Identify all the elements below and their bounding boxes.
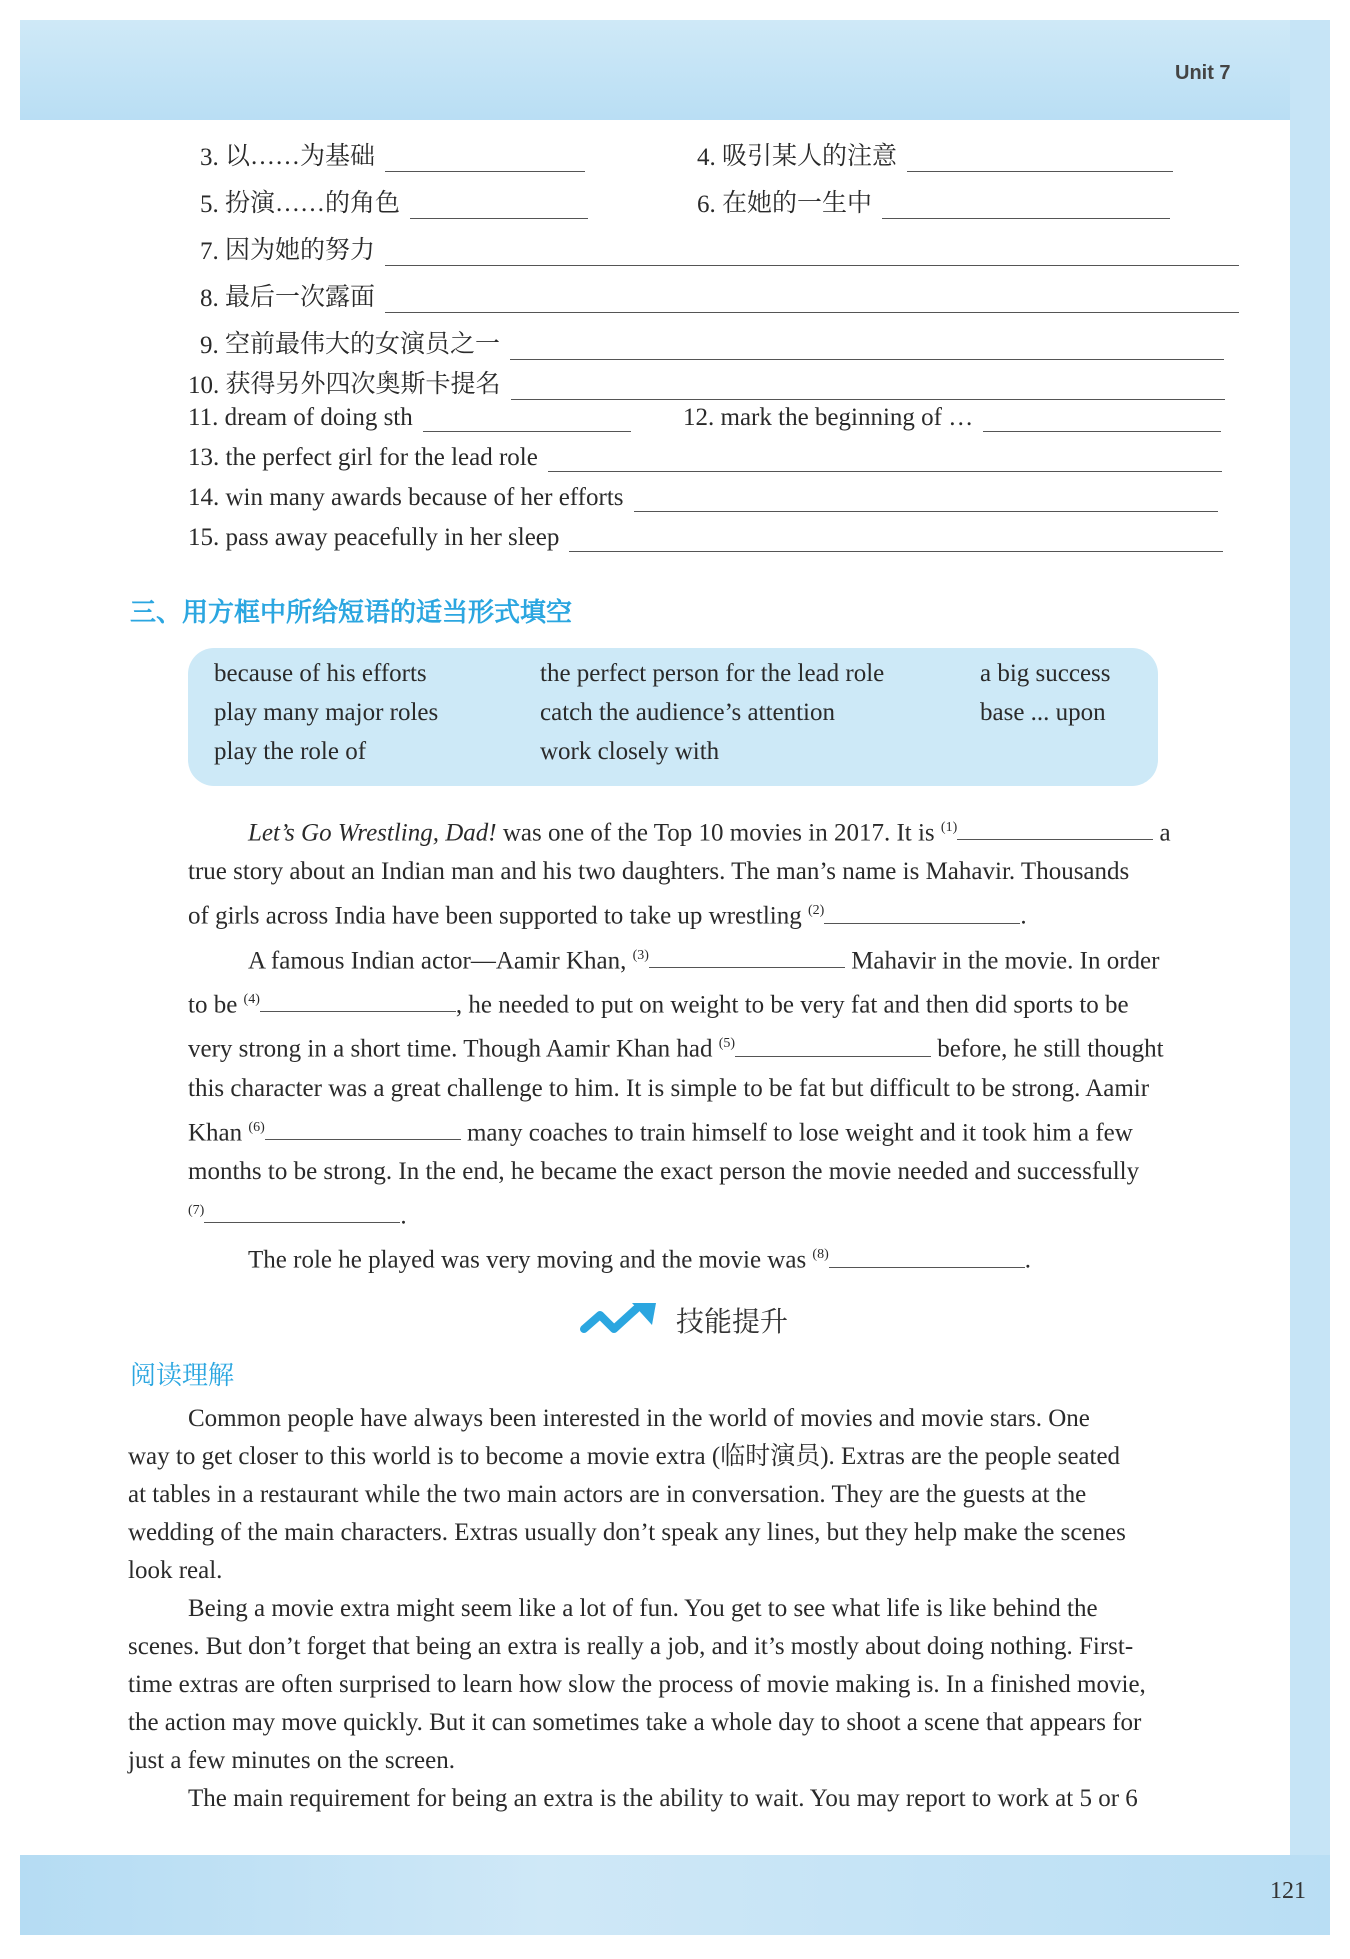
answer-blank[interactable] [634, 485, 1218, 512]
answer-blank[interactable] [423, 405, 631, 432]
skills-heading [580, 1300, 788, 1340]
blank-marker: (7) [188, 1202, 205, 1218]
passage-line: very strong in a short time. Though Aamir Khan had $^{(5)}$ before, he still thought [188, 1024, 1268, 1068]
reading-line: wedding of the main characters. Extras usually don’t speak any lines, but they help make the scenes [128, 1519, 1126, 1546]
movie-title: Let’s Go Wrestling, Dad! [248, 819, 497, 847]
phrase-item: 15. pass away peacefully in her sleep [188, 524, 1223, 552]
phrase-item: 14. win many awards because of her efforts [188, 484, 1218, 512]
passage-line: The role he played was very moving and the movie was $^{(8)}$ . [188, 1235, 1268, 1279]
word-box-phrase: the perfect person for the lead role [540, 660, 885, 687]
phrase-item: 11. dream of doing sth [188, 404, 631, 432]
phrase-item: 12. mark the beginning of … [683, 404, 1221, 432]
reading-line: at tables in a restaurant while the two main actors are in conversation. They are the guests at the [128, 1481, 1087, 1508]
answer-blank[interactable] [882, 192, 1170, 219]
cloze-passage [188, 808, 1268, 1280]
phrase-item: 3. 以……为基础 [200, 136, 585, 172]
reading-heading: 阅读理解 [130, 1361, 235, 1391]
phrase-item: 10. 获得另外四次奥斯卡提名 [188, 364, 1225, 400]
blank-marker: (5) [718, 1036, 736, 1052]
top-decorative-band [20, 20, 1330, 120]
reading-passage [128, 1400, 1268, 1818]
passage-line: Khan $^{(6)}$ many coaches to train himself to lose weight and it took him a few [188, 1108, 1268, 1152]
section-heading: 三、用方框中所给短语的适当形式填空 [130, 598, 573, 628]
phrase-item: 8. 最后一次露面 [200, 277, 1239, 313]
answer-blank[interactable] [907, 145, 1173, 172]
word-box-phrase: catch the audience’s attention [540, 699, 836, 726]
phrase-item: 9. 空前最伟大的女演员之一 [200, 324, 1224, 360]
passage-line: true story about an Indian man and his two daughters. The man’s name is Mahavir. Thousands [188, 858, 1130, 886]
answer-blank[interactable] [569, 525, 1223, 552]
trend-up-icon [580, 1303, 662, 1337]
passage-line: this character was a great challenge to him. It is simple to be fat but difficult to be strong. Aamir [188, 1074, 1150, 1102]
blank-marker: (2) [807, 903, 825, 919]
passage-line: to be $^{(4)}$ , he needed to put on weight to be very fat and then did sports to be [188, 980, 1268, 1024]
word-box-phrase: base ... upon [980, 699, 1106, 726]
answer-blank[interactable] [548, 445, 1222, 472]
side-decorative-band [1290, 20, 1330, 1920]
phrase-item: 5. 扮演……的角色 [200, 183, 588, 219]
cloze-blank[interactable] [957, 815, 1153, 840]
answer-blank[interactable] [385, 239, 1239, 266]
bottom-decorative-band [20, 1855, 1330, 1935]
reading-line: the action may move quickly. But it can sometimes take a whole day to shoot a scene that appears for [128, 1709, 1142, 1736]
answer-blank[interactable] [410, 192, 588, 219]
word-box-phrase: play many major roles [214, 699, 439, 726]
cloze-blank[interactable] [735, 1032, 931, 1057]
reading-line: The main requirement for being an extra is the ability to wait. You may report to work at 5 or 6 [188, 1785, 1138, 1812]
reading-line: Common people have always been interested in the world of movies and movie stars. One [188, 1405, 1090, 1432]
answer-blank[interactable] [385, 286, 1239, 313]
blank-marker: (6) [248, 1119, 265, 1135]
reading-line: Being a movie extra might seem like a lot of fun. You get to see what life is like behind the [188, 1595, 1098, 1622]
passage-line: Let’s Go Wrestling, Dad! was one of the Top 10 movies in 2017. It is $^{(1)}$ a [188, 808, 1268, 852]
blank-marker: (4) [243, 991, 260, 1007]
unit-label: Unit 7 [1175, 62, 1231, 84]
cloze-blank[interactable] [260, 987, 456, 1012]
cloze-blank[interactable] [204, 1198, 400, 1223]
word-box-phrase: a big success [980, 660, 1111, 687]
answer-blank[interactable] [510, 333, 1224, 360]
word-box-phrase: because of his efforts [214, 660, 427, 687]
phrase-item: 7. 因为她的努力 [200, 230, 1239, 266]
answer-blank[interactable] [983, 405, 1221, 432]
reading-line: look real. [128, 1557, 223, 1584]
phrase-item: 13. the perfect girl for the lead role [188, 444, 1222, 472]
page-number: 121 [1270, 1878, 1306, 1904]
cloze-blank[interactable] [829, 1243, 1025, 1268]
passage-line: months to be strong. In the end, he became the exact person the movie needed and successfully [188, 1157, 1140, 1185]
cloze-blank[interactable] [824, 899, 1020, 924]
word-box-phrase: play the role of [214, 738, 367, 765]
cloze-blank[interactable] [265, 1115, 461, 1140]
phrase-item: 4. 吸引某人的注意 [697, 136, 1173, 172]
phrase-item: 6. 在她的一生中 [697, 183, 1170, 219]
blank-marker: (3) [632, 947, 649, 963]
word-box [188, 648, 1158, 786]
passage-line: A famous Indian actor—Aamir Khan, $^{(3)}$ Mahavir in the movie. In order [188, 936, 1268, 980]
reading-line: just a few minutes on the screen. [128, 1747, 455, 1774]
reading-line: time extras are often surprised to learn how slow the process of movie making is. In a finished movie, [128, 1671, 1146, 1698]
reading-line: scenes. But don’t forget that being an extra is really a job, and it’s mostly about doing nothing. First- [128, 1633, 1134, 1660]
passage-line: $^{(7)}$ . [188, 1191, 1268, 1235]
passage-line: of girls across India have been supported to take up wrestling $^{(2)}$ . [188, 891, 1268, 935]
skills-title: 技能提升 [676, 1305, 789, 1338]
answer-blank[interactable] [385, 145, 585, 172]
blank-marker: (1) [940, 820, 958, 835]
reading-line: way to get closer to this world is to become a movie extra (临时演员). Extras are the people seated [128, 1443, 1121, 1470]
cloze-blank[interactable] [649, 943, 845, 968]
answer-blank[interactable] [511, 373, 1225, 400]
blank-marker: (8) [812, 1247, 829, 1263]
word-box-phrase: work closely with [540, 738, 720, 765]
